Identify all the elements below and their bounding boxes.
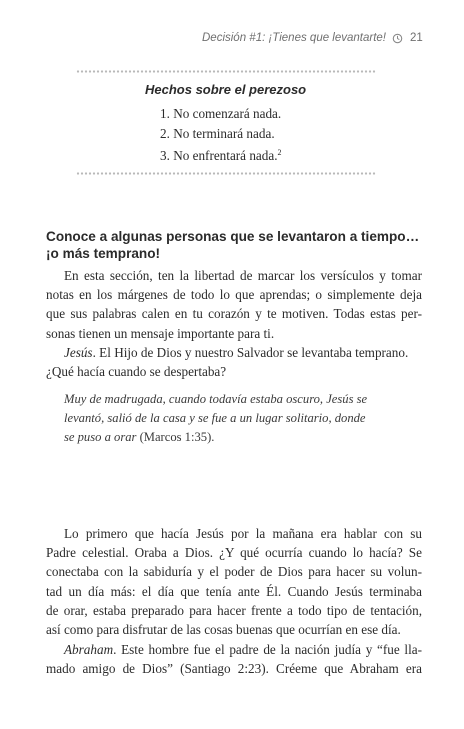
scripture-reference: (Marcos 1:35). xyxy=(136,430,215,444)
jesus-paragraph: Jesús. El Hijo de Dios y nuestro Salvador se levantaba temprano. ¿Qué hacía cuando se despertaba? xyxy=(46,345,409,380)
footnote-mark: 2 xyxy=(277,148,282,157)
top-divider xyxy=(76,70,376,73)
intro-paragraph: En esta sección, ten la libertad de marcar los versículos y tomar notas en los márgenes de todo lo que aprendas; o simplemente deja que sus palabras calen en tu corazón y te motiven. Todas estas per- sonas tienen un mensaje importante para ti. xyxy=(46,268,422,341)
body-paragraph: Lo primero que hacía Jesús por la mañana era hablar con su Padre celestial. Oraba a Dios. ¿Y qué ocurría cuando lo hacía? Se conectaba con la sabiduría y el poder de Dios para hacer su volun- tad un día más: el día que tenía ante Él. Cuando Jesús terminaba de orar, estaba preparado para hacer frente a todo tipo de tentación, así como para disfrutar de las cosas buenas que ocurrían en ese día. xyxy=(46,526,422,638)
page-number: 21 xyxy=(410,32,423,44)
clock-icon xyxy=(392,33,403,44)
facts-item: 1. No comenzará nada. xyxy=(160,106,282,121)
abraham-paragraph: Abraham. Este hombre fue el padre de la nación judía y “fue lla- mado amigo de Dios” (Santiago 2:23). Créeme que Abraham era xyxy=(46,642,422,677)
facts-list xyxy=(160,104,282,166)
section-heading: Conoce a algunas personas que se levantaron a tiempo… ¡o más temprano! xyxy=(46,229,420,261)
facts-title: Hechos sobre el perezoso xyxy=(145,82,307,97)
running-header xyxy=(0,32,464,48)
jesus-name: Jesús xyxy=(64,345,93,360)
bottom-divider xyxy=(76,172,376,175)
running-header-title: Decisión #1: ¡Tienes que levantarte! xyxy=(202,32,386,44)
facts-item: 3. No enfrentará nada.$^2$ xyxy=(160,148,282,163)
facts-item: 2. No terminará nada. xyxy=(160,125,275,141)
abraham-name: Abraham xyxy=(64,642,114,657)
scripture-quote: Muy de madrugada, cuando todavía estaba oscuro, Jesús se levantó, salió de la casa y se fue a un lugar solitario, donde se puso a orar (Marcos 1:35). xyxy=(64,392,368,444)
